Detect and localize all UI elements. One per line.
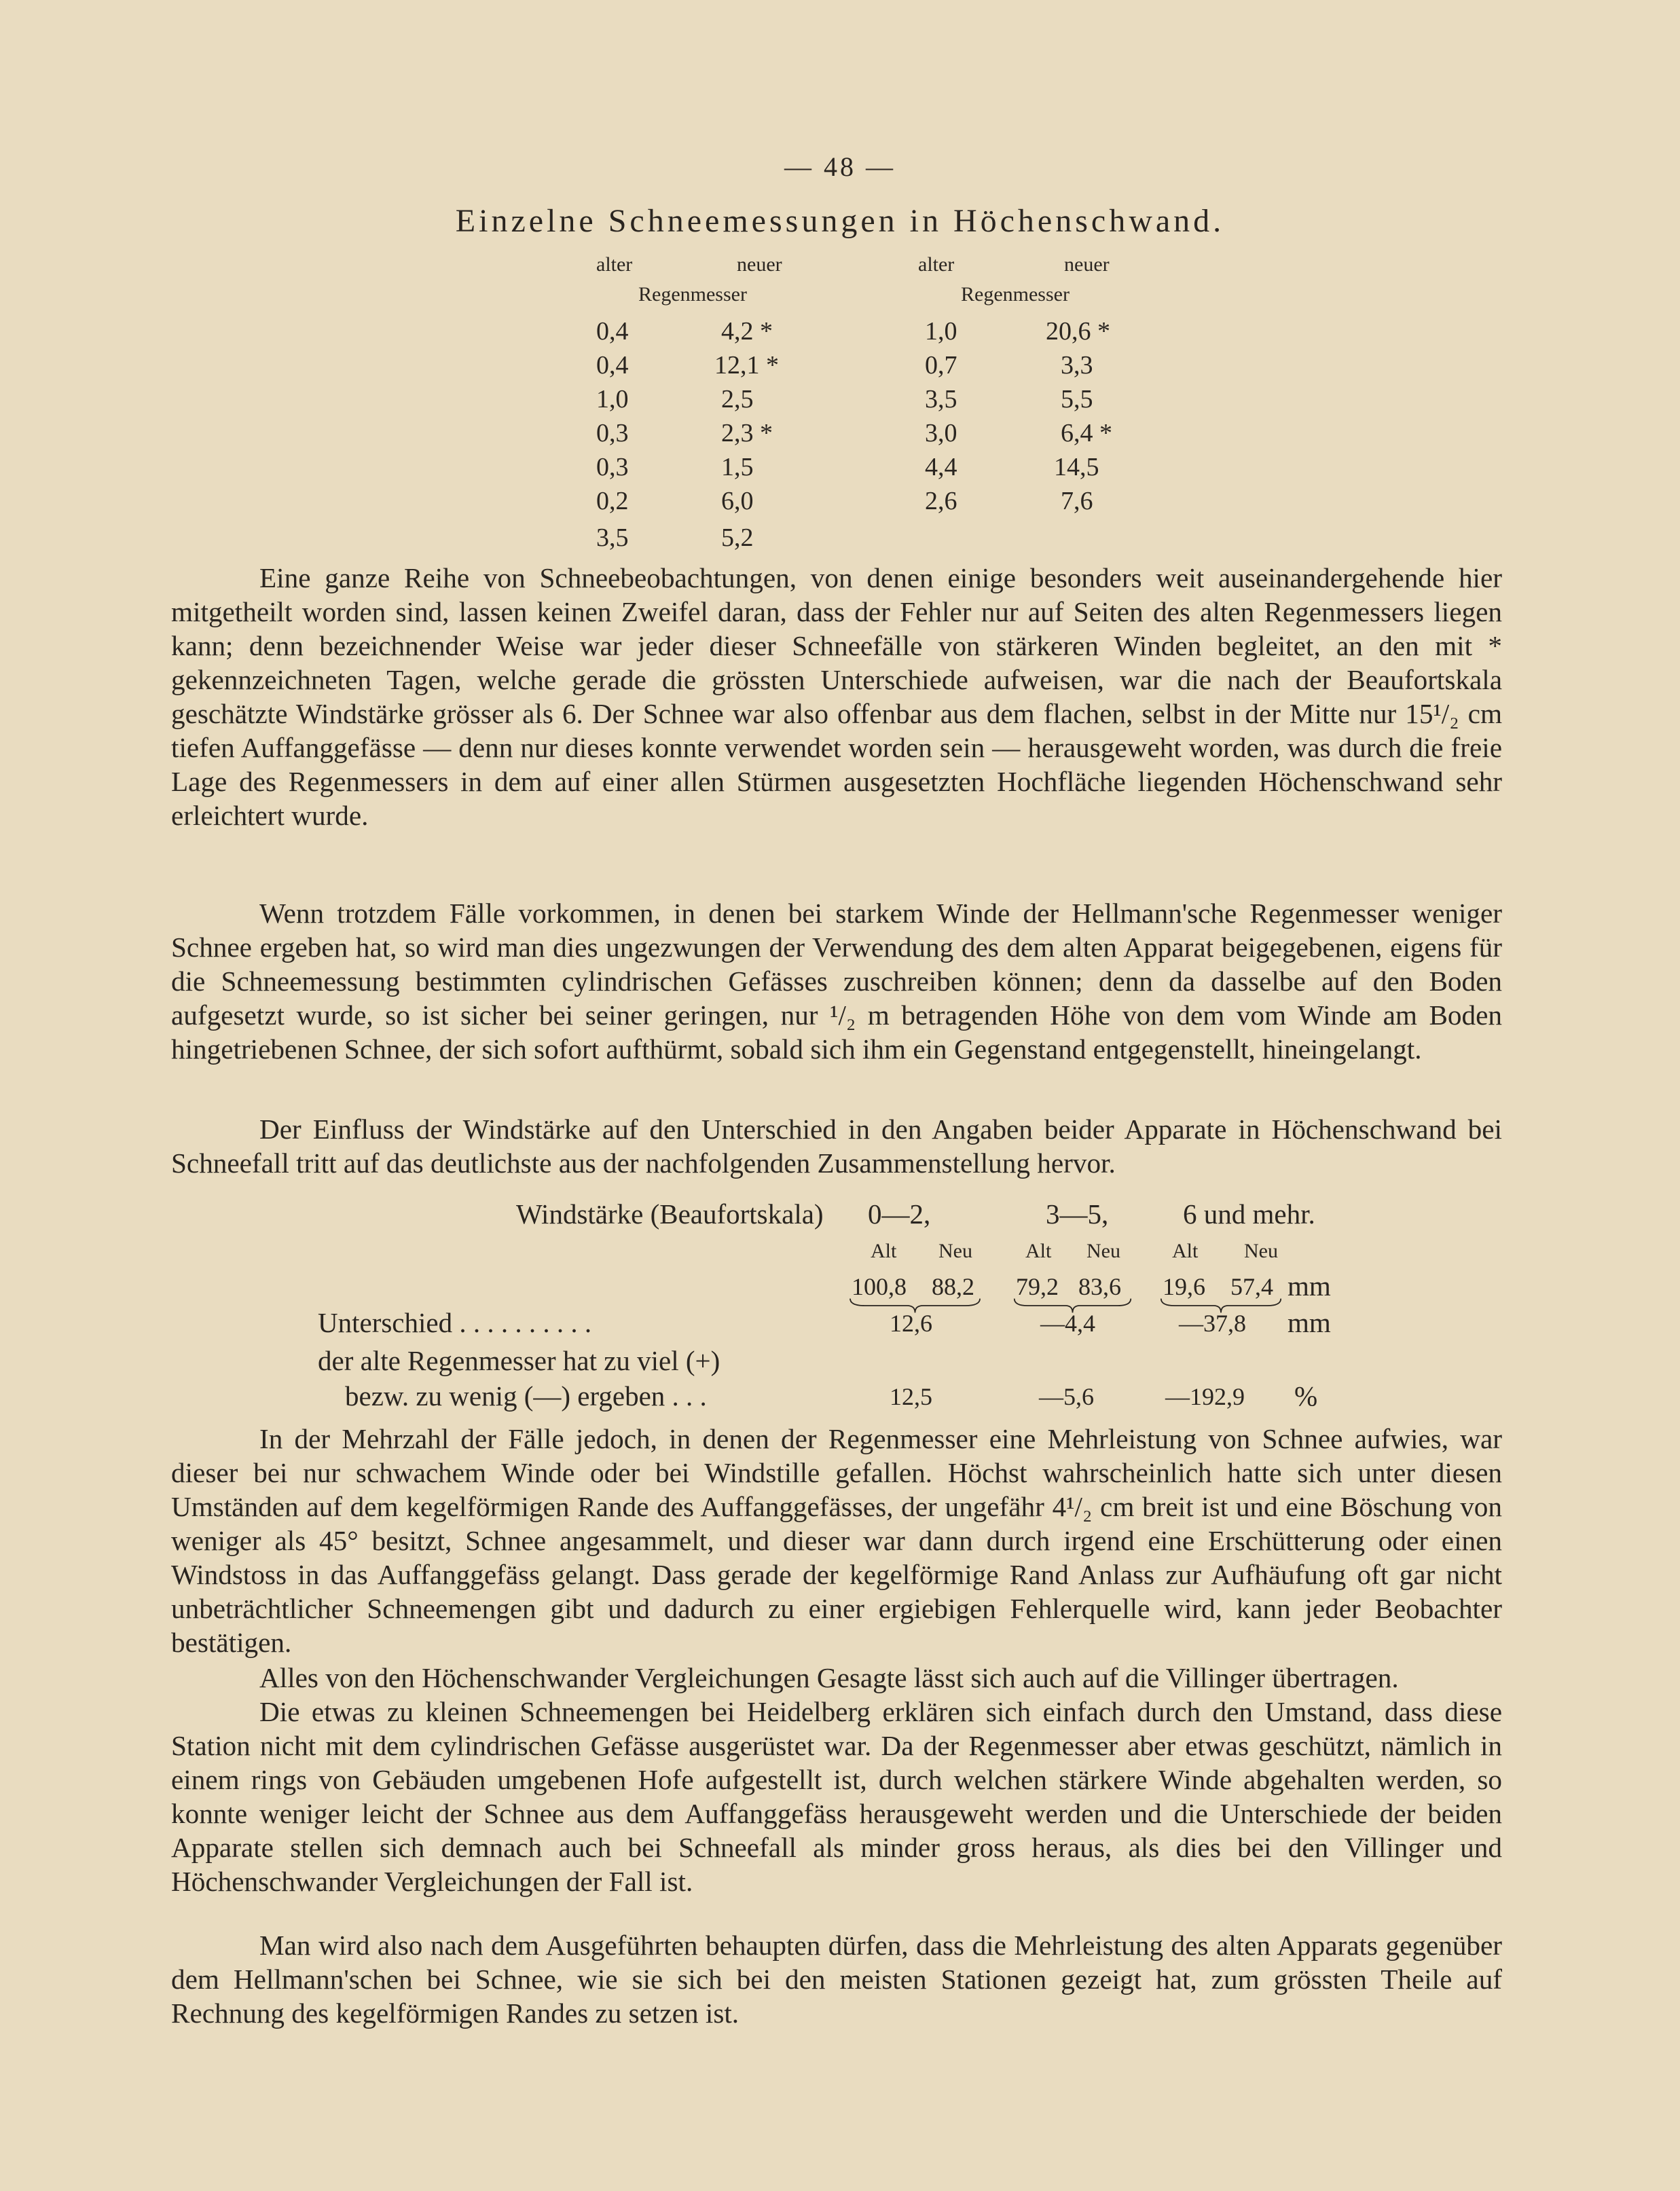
- unit-mm-1: mm: [1288, 1270, 1331, 1302]
- percent-6-plus: —192,9: [1165, 1383, 1245, 1410]
- value-neu-1: 88,2: [932, 1273, 974, 1300]
- table-cell: 0,3: [596, 453, 629, 481]
- paragraph-2: Wenn trotzdem Fälle vorkommen, in denen bei starkem Winde der Hellmann'sche Regenmesser weniger Schnee ergeben hat, so wird man dies ungezwungen der Verwendung des dem alten Apparat beigegebenen, eigens für die Schneemessung bestimmten cylindrischen Gefässes zuschreiben können; denn da dasselbe auf den Boden aufgesetzt wurde, so ist sicher bei seiner geringen, nur ¹/₂ m betragenden Höhe von dem vom Winde am Boden hingetriebenen Schnee, der sich sofort aufthürmt, sobald sich ihm ein Gegenstand entgegenstellt, hineingelangt.: [171, 898, 1502, 1065]
- table-cell: 0,4: [596, 351, 629, 380]
- table-cell: 0,2: [596, 487, 629, 515]
- percent-0-2: 12,5: [890, 1383, 932, 1410]
- unterschied-3-5: —4,4: [1040, 1310, 1095, 1337]
- table-cell: 2,3 *: [721, 419, 773, 447]
- group-label-left: Regenmesser: [638, 283, 747, 306]
- alt-label-3: Alt: [1172, 1240, 1199, 1262]
- table-cell: 5,2: [721, 523, 754, 552]
- wind-group-3-5: 3—5,: [1046, 1198, 1109, 1230]
- table-cell: 6,4 *: [1061, 419, 1112, 447]
- col-neuer-left: neuer: [737, 253, 782, 276]
- table-cell: 1,0: [596, 385, 629, 413]
- row-unterschied-label: Unterschied . . . . . . . . . .: [318, 1307, 592, 1338]
- table-cell: 3,5: [925, 385, 957, 413]
- value-alt-1: 100,8: [852, 1273, 907, 1300]
- table-cell: 3,0: [925, 419, 957, 447]
- table-cell: 3,5: [596, 523, 629, 552]
- wind-group-0-2: 0—2,: [868, 1198, 931, 1230]
- table-cell: 20,6 *: [1046, 317, 1110, 346]
- value-neu-2: 83,6: [1078, 1273, 1121, 1300]
- neu-label-1: Neu: [938, 1240, 972, 1262]
- paragraph-5: Alles von den Höchenschwander Vergleichungen Gesagte lässt sich auch auf die Villinger übertragen.: [259, 1662, 1399, 1693]
- page-number: — 48 —: [784, 151, 896, 182]
- wind-group-6-plus: 6 und mehr.: [1183, 1198, 1315, 1230]
- table-cell: 0,4: [596, 317, 629, 346]
- table-cell: 1,0: [925, 317, 957, 346]
- unit-mm-2: mm: [1288, 1307, 1331, 1338]
- table-cell: 5,5: [1061, 385, 1093, 413]
- col-alter-right: alter: [918, 253, 955, 276]
- table-cell: 2,6: [925, 487, 957, 515]
- paragraph-7: Man wird also nach dem Ausgeführten behaupten dürfen, dass die Mehrleistung des alten Apparats gegenüber dem Hellmann'schen bei Schnee, wie sie sich bei den meisten Stationen gezeigt hat, zum grössten Theile auf Rechnung des kegelförmigen Randes zu setzen ist.: [171, 1930, 1502, 2029]
- unterschied-0-2: 12,6: [890, 1310, 932, 1337]
- value-alt-2: 79,2: [1016, 1273, 1059, 1300]
- wind-header-label: Windstärke (Beaufortskala): [516, 1198, 824, 1230]
- paragraph-1: Eine ganze Reihe von Schneebeobachtungen, von denen einige besonders weit auseinandergehende hier mitgetheilt worden sind, lassen keinen Zweifel daran, dass der Fehler nur auf Seiten des alten Regenmessers liegen kann; denn bezeichnender Weise war jeder dieser Schneefälle von stärkeren Winden begleitet, an den mit * gekennzeichneten Tagen, welche gerade die grössten Unterschiede aufweisen, war die nach der Beaufortskala geschätzte Windstärke grösser als 6. Der Schnee war also offenbar aus dem flachen, selbst in der Mitte nur 15¹/₂ cm tiefen Auffanggefässe — denn nur dieses konnte verwendet worden sein — herausgeweht worden, was durch die freie Lage des Regenmessers in dem auf einer allen Stürmen ausgesetzten Hochfläche liegenden Höchenschwand sehr erleichtert wurde.: [171, 562, 1502, 831]
- unterschied-6-plus: —37,8: [1179, 1310, 1246, 1337]
- table-title: Einzelne Schneemessungen in Höchenschwand.: [455, 203, 1225, 239]
- col-neuer-right: neuer: [1064, 253, 1110, 276]
- table-cell: 1,5: [721, 453, 754, 481]
- paragraph-3: Der Einfluss der Windstärke auf den Unterschied in den Angaben beider Apparate in Höchenschwand bei Schneefall tritt auf das deutlichste aus der nachfolgenden Zusammenstellung hervor.: [171, 1113, 1502, 1179]
- table-cell: 4,4: [925, 453, 957, 481]
- table-cell: 12,1 *: [714, 351, 779, 380]
- value-neu-3: 57,4: [1230, 1273, 1273, 1300]
- value-alt-3: 19,6: [1163, 1273, 1205, 1300]
- paragraph-6: Die etwas zu kleinen Schneemengen bei Heidelberg erklären sich einfach durch den Umstand, dass diese Station nicht mit dem cylindrischen Gefässe ausgerüstet war. Da der Regenmesser aber etwas geschützt, nämlich in einem rings von Gebäuden umgebenen Hofe aufgestellt ist, durch welchen stärkere Winde abgehalten werden, so konnte weniger leicht der Schnee aus dem Auffanggefäss herausgeweht werden und die Unterschiede der beiden Apparate stellen sich demnach auch bei Schneefall als minder gross heraus, als dies bei den Villinger und Höchenschwander Vergleichungen der Fall ist.: [171, 1696, 1502, 1897]
- neu-label-3: Neu: [1244, 1240, 1278, 1262]
- neu-label-2: Neu: [1086, 1240, 1120, 1262]
- table-cell: 6,0: [721, 487, 754, 515]
- alt-label-2: Alt: [1025, 1240, 1052, 1262]
- table-cell: 4,2 *: [721, 317, 773, 346]
- row-text-line-1: der alte Regenmesser hat zu viel (+): [318, 1345, 720, 1376]
- col-alter-left: alter: [596, 253, 633, 276]
- table-cell: 0,3: [596, 419, 629, 447]
- table-cell: 2,5: [721, 385, 754, 413]
- table-cell: 3,3: [1061, 351, 1093, 380]
- table-cell: 14,5: [1054, 453, 1099, 481]
- alt-label-1: Alt: [871, 1240, 897, 1262]
- percent-3-5: —5,6: [1039, 1383, 1094, 1410]
- paragraph-4: In der Mehrzahl der Fälle jedoch, in denen der Regenmesser eine Mehrleistung von Schnee aufwies, war dieser bei nur schwachem Winde oder bei Windstille gefallen. Höchst wahrscheinlich hatte sich unter diesen Umständen auf dem kegelförmigen Rande des Auffanggefässes, der ungefähr 4¹/₂ cm breit ist und eine Böschung von weniger als 45° besitzt, Schnee angesammelt, und dieser war dann durch irgend eine Erschütterung oder einen Windstoss in das Auffanggefäss gelangt. Dass gerade der kegelförmige Rand Anlass zur Aufhäufung oft gar nicht unbeträchtlicher Schneemengen gibt und dadurch zu einer ergiebigen Fehlerquelle wird, kann jeder Beobachter bestätigen.: [171, 1423, 1502, 1658]
- table-cell: 7,6: [1061, 487, 1093, 515]
- group-label-right: Regenmesser: [961, 283, 1070, 306]
- unit-percent: %: [1294, 1380, 1318, 1412]
- row-text-line-2: bezw. zu wenig (—) ergeben . . .: [345, 1380, 707, 1412]
- table-cell: 0,7: [925, 351, 957, 380]
